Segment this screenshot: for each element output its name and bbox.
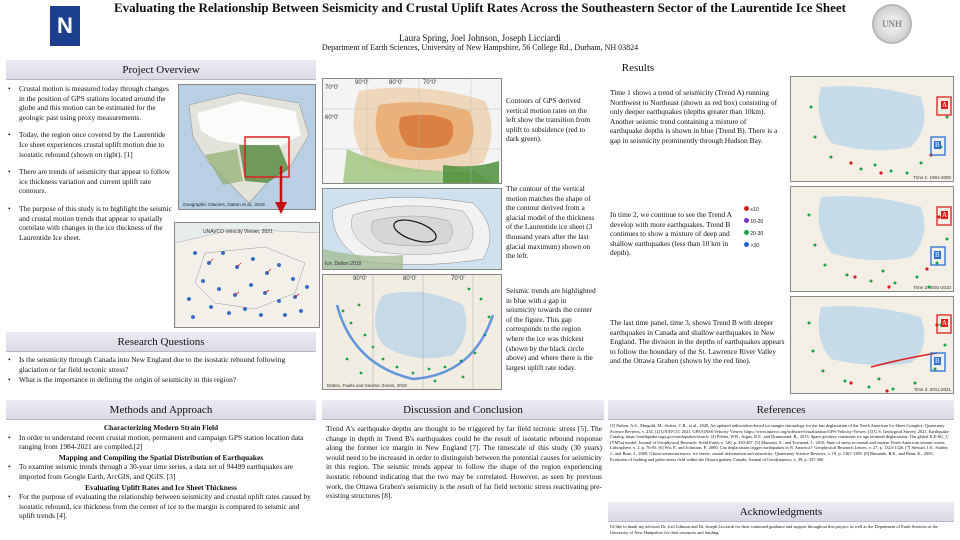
fig1-lon-3: 70°0' [423, 80, 437, 86]
middle-text-3: Seismic trends are highlighted in blue with a gap in seismicity towards the center of the figure. This gap corresponds to the region where the ice was thickest (shown by the black circle above) and where there is the largest uplift rate today. [506, 286, 596, 372]
unavco-velocity-map [174, 222, 320, 328]
fig3-lon-1: 90°0' [353, 276, 367, 282]
methods-point-2: • To examine seismic trends through a 30-year time series, a data set of 94499 earthquakes are imported from Google Earth, ArcGIS, and QGIS. [3] [6, 462, 316, 481]
north-america-map-svg [179, 85, 316, 210]
overview-bullet-3: • There are trends of seismicity that appear to follow ice thickness variation and current uplift rate contours. [6, 167, 172, 196]
trend-b-label-2: B [935, 251, 940, 259]
legend-item-2: 10-20 [750, 219, 764, 225]
methods-point-3: • For the purpose of evaluating the relationship between seismicity and crustal uplift rates caused by isostatic rebound, ice thickness from the center of ice to the margin is compared to seismic and uplift trends [4]. [6, 492, 316, 521]
unavco-map-svg [175, 223, 320, 328]
seismic-gap-map [322, 274, 502, 390]
time-2-map [790, 186, 954, 292]
unh-logo [50, 6, 80, 46]
unh-seal-icon [872, 4, 912, 44]
fig1-lon-1: 90°0' [355, 80, 369, 86]
time-3-map [790, 296, 954, 394]
arrow-down-icon [274, 166, 288, 216]
acknowledgments-text: I'd like to thank my advisors Dr. Joel Johnson and Dr. Joseph Licciardi for their continued guidance and support throughout this project, as well as the Department of Earth Sciences at the University of New Hampshire for their resources and funding. [610, 524, 938, 535]
question-2: • What is the importance in defining the origin of seismicity in this region? [6, 375, 316, 385]
overview-bullet-1: • Crustal motion is measured today through changes in the position of GPS stations located around the globe and this motion can be estimated for the geologic past using proxy measurements. [6, 84, 172, 122]
overview-bullet-2: • Today, the region once covered by the Laurentide Ice sheet experiences crustal uplift motion due to isostatic rebound (shown on right). [1] [6, 130, 172, 159]
legend-item-3: 20-30 [750, 231, 764, 237]
fig3-lon-3: 70°0' [451, 276, 465, 282]
fig1-lat-2: 60°0' [325, 115, 339, 121]
gps-contour-map [322, 78, 502, 184]
discussion-header: Discussion and Conclusion [322, 400, 604, 420]
trend-a-label-1: A [942, 101, 948, 109]
poster-department: Department of Earth Sciences, University of New Hampshire, 56 College Rd., Durham, NH 03824 [321, 43, 639, 52]
legend-dot-2 [744, 218, 749, 223]
depth-legend [744, 206, 784, 249]
middle-text-1: Contours of GPS derived vertical motion rates on the left show the transition from uplift to subsidence (red to dark green). [506, 96, 591, 144]
seal-text: UNH [882, 19, 902, 29]
trend-b-label-1: B [935, 141, 940, 149]
north-america-map [178, 84, 316, 210]
time-1-label: Time 1: 1991-2000 [913, 175, 951, 180]
trend-b-label-3: B [935, 357, 940, 365]
seismic-gap-svg [323, 275, 502, 390]
overview-bullets [6, 84, 172, 248]
overview-header: Project Overview [6, 60, 316, 80]
middle-text-2: The contour of the vertical motion matches the shape of the contour derived from a glacial model of the thickness of the Laurentide ice sheet (3 thousand years after the last glacial maximum) shown on the left. [506, 184, 595, 261]
gps-contour-svg [323, 79, 502, 184]
time-1-map [790, 76, 954, 182]
methods-header: Methods and Approach [6, 400, 316, 420]
poster-authors: Laura Spring, Joel Johnson, Joseph Licciardi [399, 33, 561, 43]
legend-dot-4 [744, 242, 749, 247]
time-2-label: Time 2: 2001-2010 [913, 285, 951, 290]
question-1: • Is the seismicity through Canada into New England due to the isostatic rebound following glaciation or far field tectonic stress? [6, 355, 316, 374]
references-text: [1] Dalton, A.S., Margold, M., Stokes, C.R., et al., 2020, An updated radiocarbon-based ice margin chronology for the last deglaciation of the North American Ice Sheet Complex: Quaternary Science Reviews, v. 234. [2] UNAVCO, 2021, GPS/GNSS Velocity Viewer, https://www.unavco.org/software/visualization/GPS-Velocity-Viewer. [3] U.S. Geological Survey, 2021, Earthquake Catalog, https://earthquake.usgs.gov/earthquakes/search. [4] Peltier, W.R., Argus, D.F., and Drummond, R., 2015, Space geodesy constrains ice age terminal deglaciation: The global ICE-6G_C (VM5a) model: Journal of Geophysical Research: Solid Earth, v. 120, p. 450-487. [5] Mazzotti, S., and Townend, J., 2010, State of stress in central and eastern North American seismic zones: Lithosphere, v. 2, p. 76-83. [6] Wu, P., and Johnston, P., 2000, Can deglaciation trigger earthquakes in N. America?: Geophysical Research Letters, v. 27, p. 1323-1326. [7] Stewart, I.S., Sauber, J., and Rose, J., 2000, Glacio-seismotectonics: ice sheets, crustal deformation and seismicity: Quaternary Science Reviews, v. 19, p. 1367-1389. [8] Rimando, R.E., and Benn, K., 2005, Evolution of faulting and paleo-stress field within the Ottawa graben, Canada: Journal of Geodynamics, v. 39, p. 337-360. [610, 423, 949, 462]
time-1-svg [791, 77, 954, 182]
questions-bullets [6, 355, 316, 391]
methods-body [6, 423, 316, 527]
time-3-svg [791, 297, 954, 394]
ice-thickness-map [322, 188, 502, 270]
ice-thickness-svg [323, 189, 502, 270]
legend-dot-1 [744, 206, 749, 211]
legend-item-1: ≤10 [750, 207, 759, 213]
methods-point-1: • In order to understand recent crustal motion, permanent and campaign GPS station location data ranging from 1984-2021 are compiled.[2] [6, 433, 316, 452]
results-text-2: In time 2, we continue to see the Trend A develop with more earthquakes. Trend B continues to show a mixture of deep and shallow earthquakes (less than 10 km in depth). [610, 210, 732, 258]
fig1-lat-1: 70°0' [325, 85, 339, 91]
unh-logo-letter: N [57, 13, 73, 38]
references-header: References [608, 400, 954, 420]
legend-dot-3 [744, 230, 749, 235]
trend-a-label-2: A [942, 211, 948, 219]
map2-caption: UNAVCO Velocity Viewer, 2021 [203, 229, 273, 235]
discussion-text: Trend A's earthquake depths are thought to be triggered by far field tectonic stress [5]. The change in depth in Trend B's earthquakes could be the result of isostatic rebound response along the former ice margin in New England [7]. The timescale of this study (30 years) would need to be increased in order to distinguish between the potential causes for seismicity in this region. The seismic trends appear to follow the shape of the region experiencing isostatic rebound indicating that the two may be correlated. However, as seen by previous work, the Ottawa Graben's seismicity is the result of far field tectonic stress reactivating pre-existing structures [8]. [326, 424, 602, 501]
poster-title: Evaluating the Relationship Between Seismicity and Crustal Uplift Rates Across the Southeastern Sector of the Laurentide Ice Sheet [114, 0, 846, 15]
legend-item-4: >30 [750, 243, 759, 249]
questions-header: Research Questions [6, 332, 316, 352]
methods-sub-2: Mapping and Compiling the Spatial Distribution of Earthquakes [58, 452, 264, 462]
time-2-svg [791, 187, 954, 292]
time-3-label: Time 3: 2011-2021 [913, 387, 951, 392]
acknowledgments-header: Acknowledgments [608, 502, 954, 522]
results-header: Results [621, 62, 655, 74]
trend-a-label-3: A [942, 319, 948, 327]
methods-sub-3: Evaluating Uplift Rates and Ice Sheet Thickness [85, 482, 237, 492]
map1-caption: Geographic Glaciers, Dalton et al., 2019 [183, 202, 265, 207]
results-text-1: Time 1 shows a trend of seismicity (Trend A) running Northwest to Northeast (shown as red box) consisting of only deeper earthquakes (depths greater than 10km). Another seismic trend containing a mixture of earthquake depths is shown in blue (Trend B). There is a gap in seismicity prominently through Hudson Bay. [610, 88, 778, 145]
methods-sub-1: Characterizing Modern Strain Field [103, 423, 219, 432]
overview-bullet-4: • The purpose of this study is to highlight the seismic and crustal motion trends that appear to spatially correlate with changes in the ice thickness of the Laurentide Ice sheet. [6, 204, 172, 242]
fig3-caption: Dalton, Faults and Seismic Zones, 2019 [327, 383, 407, 388]
fig1-lon-2: 80°0' [389, 80, 403, 86]
results-text-3: The last time panel, time 3, shows Trend B with deeper earthquakes in Canada and shallow earthquakes in New England. The division in the depths of earthquakes appears to follow the boundary of the St. Lawrence River Valley and the Ottawa Graben (shown by the red line). [610, 318, 785, 366]
fig3-lon-2: 80°0' [403, 276, 417, 282]
ice-caption: Ice, Dalton 2019 [325, 261, 362, 267]
